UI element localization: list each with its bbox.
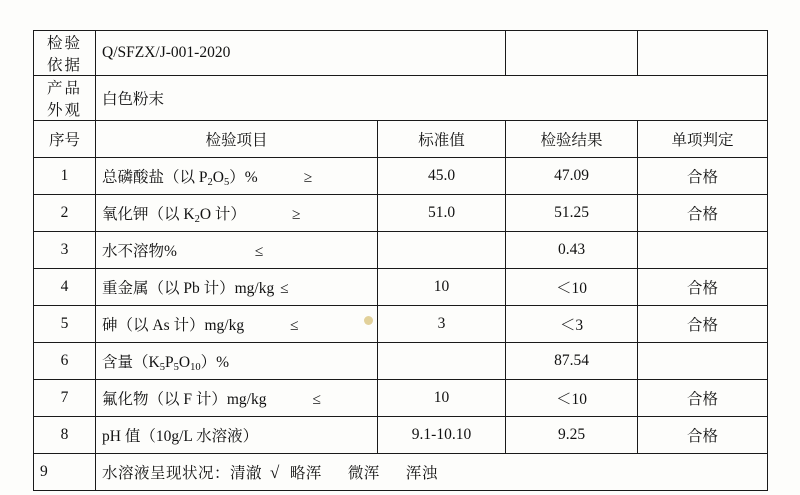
row-standard: 9.1-10.10: [378, 417, 506, 454]
row-result: 51.25: [506, 195, 638, 232]
row-item-sub2: 5: [223, 176, 230, 188]
row-item-text: 氧化钾（以 K: [102, 205, 195, 223]
row-index: 6: [34, 343, 96, 380]
row-index: 3: [34, 232, 96, 269]
row-item: [96, 417, 378, 454]
table-row: [34, 306, 768, 343]
solution-state-cell: [96, 454, 768, 491]
row-verdict: 合格: [638, 306, 768, 343]
table-header-row: [34, 121, 768, 158]
header-index: 序号: [34, 121, 96, 158]
table-row-appearance: [34, 76, 768, 121]
row-item-symbol: ≤: [312, 391, 321, 408]
row-item-sub: 2: [194, 213, 200, 225]
row-standard: 3: [378, 306, 506, 343]
basis-label: 检验依据: [34, 31, 96, 76]
header-result: 检验结果: [506, 121, 638, 158]
row-item-sub2: 5: [173, 361, 179, 373]
basis-blank-1: [506, 31, 638, 76]
row-item: [96, 380, 378, 417]
basis-value: Q/SFZX/J-001-2020: [96, 31, 506, 76]
row-verdict: [638, 343, 768, 380]
solution-option-1: 略浑: [289, 465, 322, 482]
table-row: [34, 343, 768, 380]
row-standard: 45.0: [378, 158, 506, 195]
row-verdict: 合格: [638, 269, 768, 306]
row-result: 9.25: [506, 417, 638, 454]
row-item-symbol: ≥: [303, 168, 313, 186]
row-result: 47.09: [506, 158, 638, 195]
row-index: 9: [34, 454, 96, 491]
inspection-report-table: [33, 30, 768, 491]
row-verdict: 合格: [638, 380, 768, 417]
row-item-tail: ）%: [200, 353, 230, 371]
row-standard: [378, 343, 506, 380]
row-item-sub: 5: [159, 361, 165, 373]
row-item: [96, 343, 378, 380]
row-index: 5: [34, 306, 96, 343]
row-standard: 51.0: [378, 195, 506, 232]
row-item-text: 重金属（以 Pb 计）mg/kg: [102, 280, 275, 297]
header-standard: 标准值: [378, 121, 506, 158]
table-row: [34, 195, 768, 232]
row-item: [96, 195, 378, 232]
solution-option-3: 浑浊: [405, 465, 438, 482]
row-item-symbol: ≥: [291, 205, 301, 223]
row-item-suffix: ）%: [229, 168, 258, 186]
row-index: 4: [34, 269, 96, 306]
appearance-value: 白色粉末: [96, 76, 768, 121]
row-standard: 10: [378, 269, 506, 306]
table-row-solution-state: [34, 454, 768, 491]
row-verdict: 合格: [638, 417, 768, 454]
row-standard: [378, 232, 506, 269]
solution-option-2: 微浑: [347, 465, 380, 482]
row-item-suffix: O: [178, 353, 191, 371]
table-row: [34, 380, 768, 417]
row-item-text: 总磷酸盐（以 P: [102, 168, 208, 186]
row-verdict: 合格: [638, 195, 768, 232]
row-index: 8: [34, 417, 96, 454]
row-item-mid: P: [164, 353, 174, 371]
row-item-mid: O: [212, 168, 224, 186]
row-item: [96, 306, 378, 343]
solution-state-text: 水溶液呈现状况：清澈: [102, 465, 263, 482]
header-verdict: 单项判定: [638, 121, 768, 158]
row-item-text: pH 值（10g/L 水溶液）: [102, 428, 259, 445]
appearance-label: 产品外观: [34, 76, 96, 121]
row-item-text: 含量（K: [102, 353, 160, 371]
header-item: 检验项目: [96, 121, 378, 158]
row-item-sub: 2: [207, 176, 213, 188]
row-item-symbol: ≤: [254, 243, 264, 260]
row-result: 87.54: [506, 343, 638, 380]
paper-smudge: [364, 316, 373, 325]
row-index: 7: [34, 380, 96, 417]
basis-blank-2: [638, 31, 768, 76]
row-result: ＜3: [506, 306, 638, 343]
table-row-basis: [34, 31, 768, 76]
row-result: ＜10: [506, 380, 638, 417]
row-verdict: 合格: [638, 158, 768, 195]
checkmark-icon: √: [270, 463, 280, 482]
row-result: 0.43: [506, 232, 638, 269]
row-verdict: [638, 232, 768, 269]
row-item-symbol: ≤: [280, 280, 289, 297]
row-item: [96, 158, 378, 195]
row-result: ＜10: [506, 269, 638, 306]
row-index: 2: [34, 195, 96, 232]
row-item-text: 水不溶物%: [102, 243, 177, 260]
table-row: [34, 158, 768, 195]
row-item: [96, 269, 378, 306]
row-item-text: 氟化物（以 F 计）mg/kg: [102, 391, 267, 408]
row-item-symbol: ≤: [290, 317, 299, 334]
row-index: 1: [34, 158, 96, 195]
table-row: [34, 269, 768, 306]
table-row: [34, 417, 768, 454]
table-row: [34, 232, 768, 269]
row-item-mid: O 计）: [199, 205, 246, 223]
row-item: [96, 232, 378, 269]
row-item-text: 砷（以 As 计）mg/kg: [102, 317, 245, 334]
row-standard: 10: [378, 380, 506, 417]
row-item-sub3: 10: [190, 361, 201, 373]
